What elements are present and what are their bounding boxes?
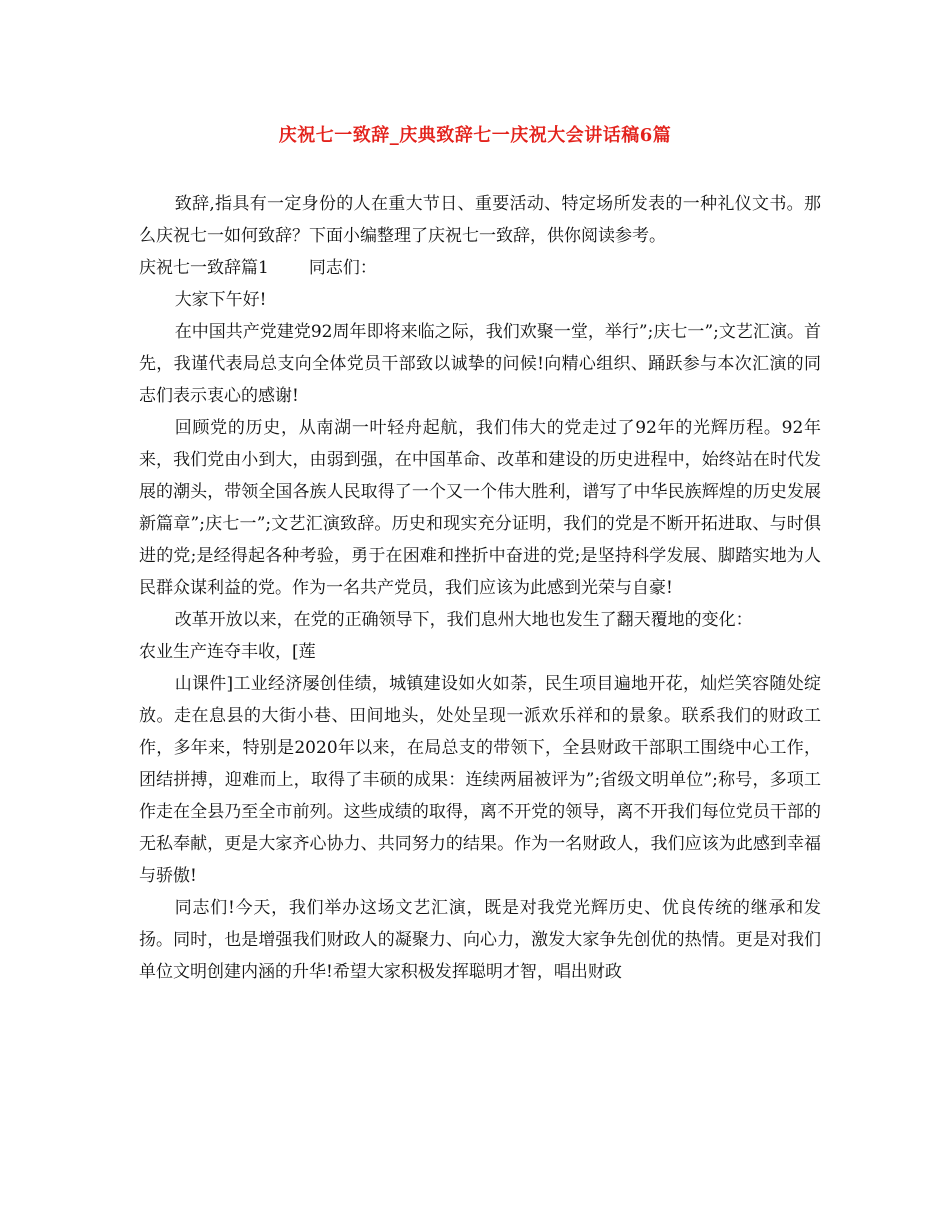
section-heading: 庆祝七一致辞篇1 [139,258,269,278]
paragraph-comrades: 同志们!今天，我们举办这场文艺汇演，既是对我党光辉历史、优良传统的继承和发扬。同时，也是增强我们财政人的凝聚力、向心力，激发大家争先创优的热情。更是对我们单位文明创建内涵的升华!希望大家积极发挥聪明才智，唱出财政 [139,898,821,982]
document-body [139,188,821,988]
paragraph-finance: 山课件]工业经济屡创佳绩，城镇建设如火如荼，民生项目遍地开花，灿烂笑容随处绽放。走在息县的大街小巷、田间地头，处处呈现一派欢乐祥和的景象。联系我们的财政工作，多年来，特别是2020年以来，在局总支的带领下，全县财政干部职工围绕中心工作，团结拼搏，迎难而上，取得了丰硕的成果：连续两届被评为”;省级文明单位”;称号，多项工作走在全县乃至全市前列。这些成绩的取得，离不开党的领导，离不开我们每位党员干部的无私奉献，更是大家齐心协力、共同努力的结果。作为一名财政人，我们应该为此感到幸福与骄傲! [139,674,821,886]
salutation: 同志们： [308,258,377,278]
section-heading-line [139,252,821,284]
paragraph-history: 回顾党的历史，从南湖一叶轻舟起航，我们伟大的党走过了92年的光辉历程。92年来，我们党由小到大，由弱到强，在中国革命、改革和建设的历史进程中，始终站在时代发展的潮头，带领全国各族人民取得了一个又一个伟大胜利，谱写了中华民族辉煌的历史发展新篇章”;庆七一”;文艺汇演致辞。历史和现实充分证明，我们的党是不断开拓进取、与时俱进的党;是经得起各种考验，勇于在困难和挫折中奋进的党;是坚持科学发展、脚踏实地为人民群众谋利益的党。作为一名共产党员，我们应该为此感到光荣与自豪! [139,418,821,598]
greeting-paragraph: 大家下午好! [174,290,267,310]
intro-paragraph: 致辞,指具有一定身份的人在重大节日、重要活动、特定场所发表的一种礼仪文书。那么庆祝七一如何致辞？下面小编整理了庆祝七一致辞，供你阅读参考。 [139,194,821,246]
document-title: 庆祝七一致辞_庆典致辞七一庆祝大会讲话稿6篇 [278,125,672,146]
paragraph-agriculture: 农业生产连夺丰收，[莲 [139,642,316,662]
paragraph-anniversary: 在中国共产党建党92周年即将来临之际，我们欢聚一堂，举行”;庆七一”;文艺汇演。首先，我谨代表局总支向全体党员干部致以诚挚的问候!向精心组织、踊跃参与本次汇演的同志们表示衷心的感谢! [139,322,821,406]
paragraph-reform: 改革开放以来，在党的正确领导下，我们息州大地也发生了翻天覆地的变化： [174,610,753,630]
